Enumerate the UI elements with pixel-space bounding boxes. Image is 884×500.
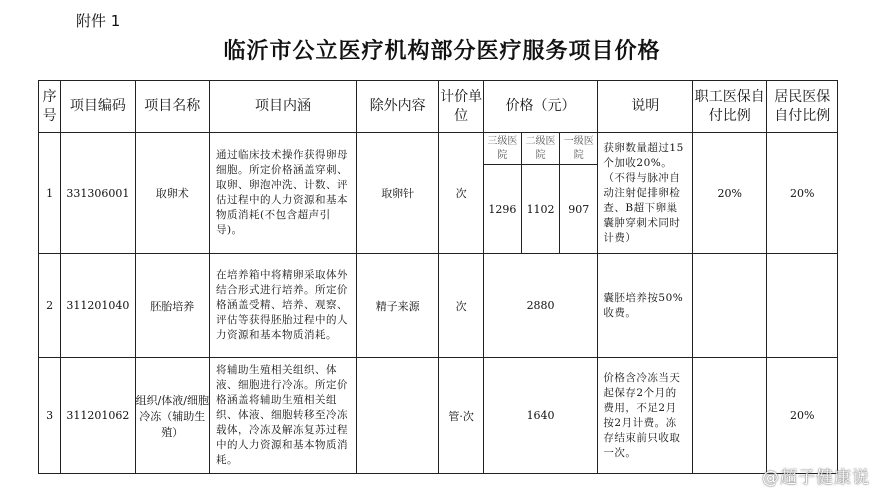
table-row: [39, 358, 838, 474]
row-code: 331306001: [61, 133, 135, 254]
row-note: 囊胚培养按50%收费。: [598, 254, 693, 358]
header-name: 项目名称: [135, 81, 209, 133]
row-resident-ratio: 20%: [767, 358, 838, 474]
row-note: 获卵数量超过15个加收20%。（不得与脉冲自动注射促排卵检查、B超下卵巢囊肿穿刺术同时计费）: [598, 133, 693, 254]
page-title: 临沂市公立医疗机构部分医疗服务项目价格: [223, 38, 661, 64]
table-header-row: [39, 81, 838, 133]
watermark: @超子健康说: [762, 468, 870, 488]
table-row: [39, 254, 838, 358]
price-value: 1296: [488, 202, 517, 216]
row-content: 在培养箱中将精卵采取体外结合形式进行培养。所定价格涵盖受精、培养、观察、评估等获得胚胎过程中的人力资源和基本物质消耗。: [210, 254, 357, 358]
row-name: 组织/体液/细胞冷冻（辅助生殖）: [135, 358, 209, 474]
row-unit: 管·次: [439, 358, 483, 474]
header-content: 项目内涵: [210, 81, 357, 133]
header-resident-ratio: 居民医保自付比例: [767, 81, 838, 133]
price-level-label: 三级医院: [484, 133, 521, 165]
row-price: 1640: [483, 358, 598, 474]
row-price: 2880: [483, 254, 598, 358]
header-note: 说明: [598, 81, 693, 133]
row-excluded: 取卵针: [356, 133, 439, 254]
header-employee-ratio: 职工医保自付比例: [693, 81, 767, 133]
price-table: [38, 80, 838, 474]
row-seq: 1: [39, 133, 61, 254]
price-value: 907: [568, 202, 590, 216]
header-unit: 计价单位: [439, 81, 483, 133]
row-seq: 3: [39, 358, 61, 474]
header-code: 项目编码: [61, 81, 135, 133]
row-employee-ratio: [693, 358, 767, 474]
row-unit: 次: [439, 133, 483, 254]
row-content: 通过临床技术操作获得卵母细胞。所定价格涵盖穿刺、取卵、卵泡冲洗、计数、评估过程中的人力资源和基本物质消耗(不包含超声引导)。: [210, 133, 357, 254]
row-excluded: [356, 358, 439, 474]
row-employee-ratio: [693, 254, 767, 358]
row-note: 价格含冷冻当天起保存2个月的费用，不足2月按2月计费。冻存结束前只收取一次。: [598, 358, 693, 474]
row-name: 取卵术: [135, 133, 209, 254]
header-excluded: 除外内容: [356, 81, 439, 133]
row-name: 胚胎培养: [135, 254, 209, 358]
row-content: 将辅助生殖相关组织、体液、细胞进行冷冻。所定价格涵盖将辅助生殖相关组织、体液、细胞转移至冷冻载体，冷冻及解冻复苏过程中的人力资源和基本物质消耗。: [210, 358, 357, 474]
row-code: 311201062: [61, 358, 135, 474]
row-employee-ratio: 20%: [693, 133, 767, 254]
row-excluded: 精子来源: [356, 254, 439, 358]
header-price: 价格（元）: [483, 81, 598, 133]
annex-label: 附件 1: [76, 12, 121, 30]
row-unit: 次: [439, 254, 483, 358]
header-seq: 序号: [39, 81, 61, 133]
price-level-label: 二级医院: [522, 133, 559, 165]
row-seq: 2: [39, 254, 61, 358]
row-code: 311201040: [61, 254, 135, 358]
table-row: [39, 133, 838, 254]
row-price-tiers: [483, 133, 598, 254]
row-resident-ratio: 20%: [767, 133, 838, 254]
price-value: 1102: [526, 202, 555, 216]
price-level-label: 一级医院: [560, 133, 597, 165]
row-resident-ratio: [767, 254, 838, 358]
